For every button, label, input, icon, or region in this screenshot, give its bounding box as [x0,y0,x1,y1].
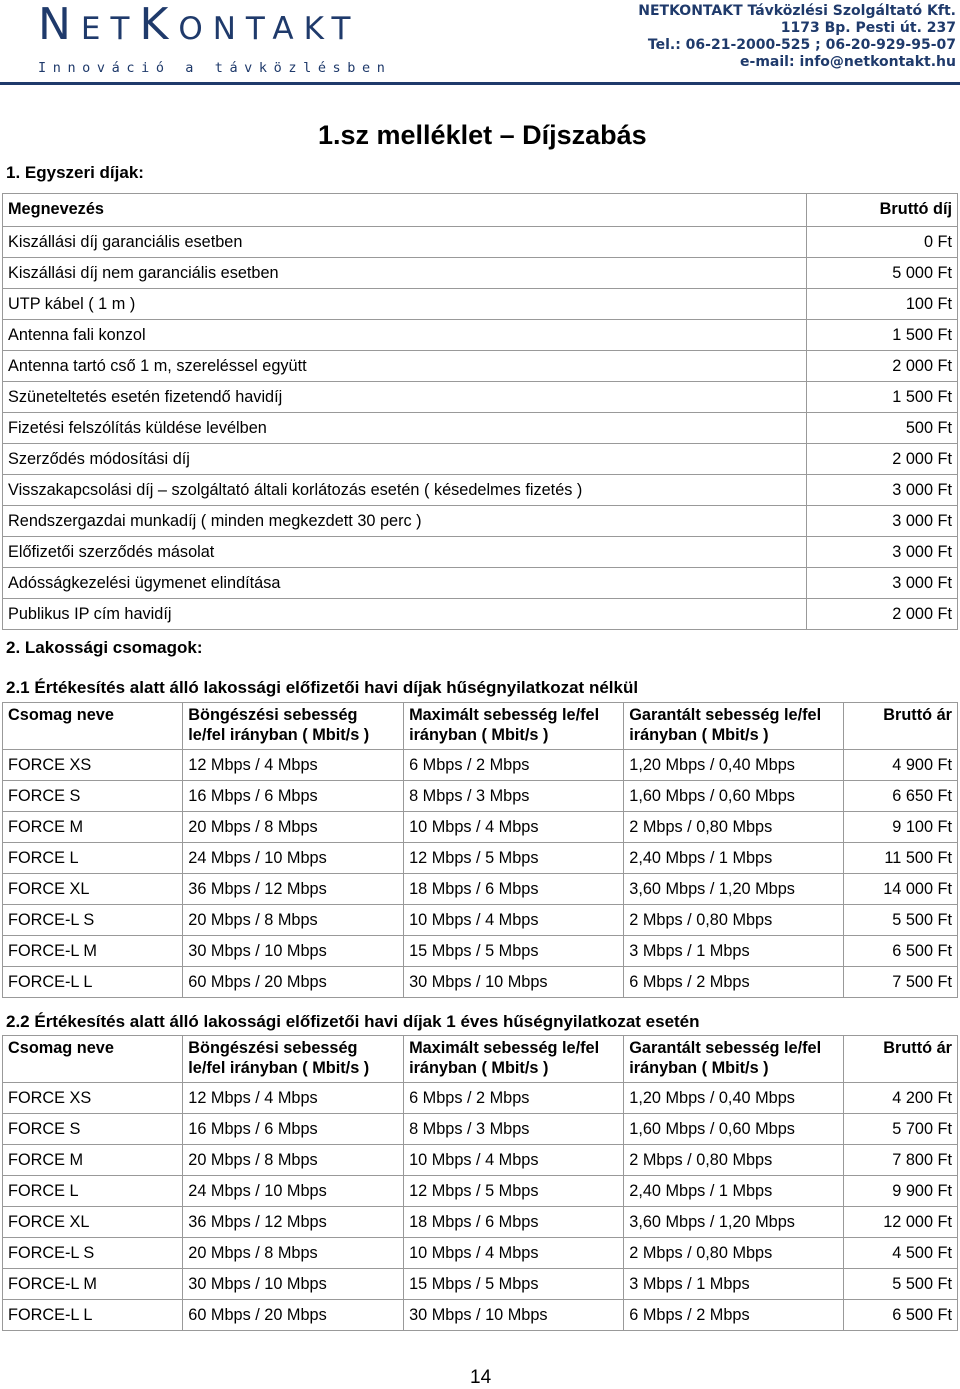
guaranteed-speed: 1,20 Mbps / 0,40 Mbps [624,1083,843,1114]
fee-name: Publikus IP cím havidíj [3,599,807,630]
packages-table-no-loyalty [2,702,958,998]
browse-speed: 16 Mbps / 6 Mbps [183,781,404,812]
col-header-price: Bruttó díj [807,194,958,227]
logo-tagline: Innováció a távközlésben [38,60,392,76]
package-price: 5 700 Ft [843,1114,957,1145]
max-speed: 30 Mbps / 10 Mbps [404,967,624,998]
fee-price: 3 000 Ft [807,568,958,599]
fee-price: 3 000 Ft [807,475,958,506]
fee-price: 100 Ft [807,289,958,320]
fee-name: UTP kábel ( 1 m ) [3,289,807,320]
browse-speed: 30 Mbps / 10 Mbps [183,936,404,967]
browse-speed: 20 Mbps / 8 Mbps [183,1238,404,1269]
fee-name: Kiszállási díj garanciális esetben [3,227,807,258]
col-header-browse-speed: Böngészési sebesség le/fel irányban ( Mbit/s ) [183,1036,404,1083]
package-name: FORCE-L M [3,936,183,967]
fee-name: Előfizetői szerződés másolat [3,537,807,568]
company-phone: Tel.: 06-21-2000-525 ; 06-20-929-95-07 [647,37,956,53]
table-row [3,1300,958,1331]
max-speed: 15 Mbps / 5 Mbps [404,936,624,967]
table-row [3,289,958,320]
browse-speed: 12 Mbps / 4 Mbps [183,750,404,781]
guaranteed-speed: 2,40 Mbps / 1 Mbps [624,843,843,874]
package-price: 4 500 Ft [843,1238,957,1269]
table-row [3,506,958,537]
table-row [3,351,958,382]
table-row [3,537,958,568]
max-speed: 10 Mbps / 4 Mbps [404,905,624,936]
guaranteed-speed: 2 Mbps / 0,80 Mbps [624,905,843,936]
table-header-row [3,703,958,750]
fee-name: Kiszállási díj nem garanciális esetben [3,258,807,289]
section1-heading: 1. Egyszeri díjak: [6,163,144,182]
package-name: FORCE XS [3,750,183,781]
max-speed: 6 Mbps / 2 Mbps [404,1083,624,1114]
section2-heading: 2. Lakossági csomagok: [6,638,203,657]
package-name: FORCE-L L [3,1300,183,1331]
fee-price: 5 000 Ft [807,258,958,289]
col-header-guaranteed-speed: Garantált sebesség le/fel irányban ( Mbit/s ) [624,1036,843,1083]
package-name: FORCE-L S [3,1238,183,1269]
package-name: FORCE S [3,1114,183,1145]
table-row [3,936,958,967]
table-row [3,843,958,874]
guaranteed-speed: 3 Mbps / 1 Mbps [624,1269,843,1300]
fee-name: Rendszergazdai munkadíj ( minden megkezdett 30 perc ) [3,506,807,537]
browse-speed: 60 Mbps / 20 Mbps [183,1300,404,1331]
guaranteed-speed: 1,60 Mbps / 0,60 Mbps [624,781,843,812]
col-header-browse-speed: Böngészési sebesség le/fel irányban ( Mbit/s ) [183,703,404,750]
max-speed: 18 Mbps / 6 Mbps [404,874,624,905]
guaranteed-speed: 3,60 Mbps / 1,20 Mbps [624,874,843,905]
max-speed: 10 Mbps / 4 Mbps [404,1145,624,1176]
browse-speed: 20 Mbps / 8 Mbps [183,905,404,936]
fee-price: 0 Ft [807,227,958,258]
company-contact [638,3,956,71]
fee-name: Adósságkezelési ügymenet elindítása [3,568,807,599]
fee-price: 500 Ft [807,413,958,444]
package-price: 7 500 Ft [843,967,957,998]
table-row [3,1176,958,1207]
table-row [3,967,958,998]
table-row [3,905,958,936]
fee-name: Fizetési felszólítás küldése levélben [3,413,807,444]
fee-name: Szerződés módosítási díj [3,444,807,475]
company-logo [38,0,392,76]
package-price: 9 100 Ft [843,812,957,843]
table-row [3,1269,958,1300]
table-row [3,1207,958,1238]
table-row [3,1114,958,1145]
package-price: 5 500 Ft [843,905,957,936]
guaranteed-speed: 1,60 Mbps / 0,60 Mbps [624,1114,843,1145]
guaranteed-speed: 1,20 Mbps / 0,40 Mbps [624,750,843,781]
max-speed: 8 Mbps / 3 Mbps [404,781,624,812]
max-speed: 6 Mbps / 2 Mbps [404,750,624,781]
guaranteed-speed: 6 Mbps / 2 Mbps [624,1300,843,1331]
guaranteed-speed: 6 Mbps / 2 Mbps [624,967,843,998]
fee-price: 1 500 Ft [807,382,958,413]
col-header-package: Csomag neve [3,1036,183,1083]
page-number: 14 [470,1367,492,1388]
package-name: FORCE M [3,1145,183,1176]
max-speed: 8 Mbps / 3 Mbps [404,1114,624,1145]
packages-table-1-year-loyalty [2,1035,958,1331]
package-price: 4 900 Ft [843,750,957,781]
table-row [3,444,958,475]
guaranteed-speed: 2,40 Mbps / 1 Mbps [624,1176,843,1207]
browse-speed: 12 Mbps / 4 Mbps [183,1083,404,1114]
package-name: FORCE-L S [3,905,183,936]
table-row [3,568,958,599]
col-header-price: Bruttó ár [843,1036,957,1083]
company-address: 1173 Bp. Pesti út. 237 [780,20,956,36]
col-header-name: Megnevezés [3,194,807,227]
fee-name: Szüneteltetés esetén fizetendő havidíj [3,382,807,413]
table-row [3,874,958,905]
header-divider [0,82,960,85]
guaranteed-speed: 2 Mbps / 0,80 Mbps [624,1238,843,1269]
table-row [3,781,958,812]
package-price: 9 900 Ft [843,1176,957,1207]
table-row [3,382,958,413]
fee-price: 2 000 Ft [807,444,958,475]
table-row [3,812,958,843]
package-price: 12 000 Ft [843,1207,957,1238]
browse-speed: 36 Mbps / 12 Mbps [183,874,404,905]
table-row [3,258,958,289]
section22-heading: 2.2 Értékesítés alatt álló lakossági előfizetői havi díjak 1 éves hűségnyilatkozat esetén [6,1012,700,1031]
table-row [3,1145,958,1176]
logo-wordmark: NETKONTAKT [38,0,361,50]
table-header-row [3,1036,958,1083]
max-speed: 18 Mbps / 6 Mbps [404,1207,624,1238]
guaranteed-speed: 3 Mbps / 1 Mbps [624,936,843,967]
table-row [3,475,958,506]
fee-price: 3 000 Ft [807,537,958,568]
browse-speed: 30 Mbps / 10 Mbps [183,1269,404,1300]
package-price: 6 650 Ft [843,781,957,812]
package-price: 11 500 Ft [843,843,957,874]
package-name: FORCE-L M [3,1269,183,1300]
package-price: 7 800 Ft [843,1145,957,1176]
table-row [3,1238,958,1269]
fee-price: 1 500 Ft [807,320,958,351]
package-price: 14 000 Ft [843,874,957,905]
fee-price: 2 000 Ft [807,351,958,382]
max-speed: 12 Mbps / 5 Mbps [404,1176,624,1207]
fee-price: 3 000 Ft [807,506,958,537]
package-name: FORCE L [3,1176,183,1207]
package-price: 6 500 Ft [843,936,957,967]
max-speed: 12 Mbps / 5 Mbps [404,843,624,874]
browse-speed: 16 Mbps / 6 Mbps [183,1114,404,1145]
browse-speed: 20 Mbps / 8 Mbps [183,1145,404,1176]
package-name: FORCE XL [3,874,183,905]
browse-speed: 36 Mbps / 12 Mbps [183,1207,404,1238]
package-name: FORCE M [3,812,183,843]
col-header-max-speed: Maximált sebesség le/fel irányban ( Mbit/s ) [404,703,624,750]
col-header-package: Csomag neve [3,703,183,750]
max-speed: 10 Mbps / 4 Mbps [404,812,624,843]
section21-heading: 2.1 Értékesítés alatt álló lakossági előfizetői havi díjak hűségnyilatkozat nélkül [6,678,639,697]
table-row [3,413,958,444]
package-price: 4 200 Ft [843,1083,957,1114]
package-price: 5 500 Ft [843,1269,957,1300]
table-row [3,320,958,351]
package-name: FORCE L [3,843,183,874]
browse-speed: 60 Mbps / 20 Mbps [183,967,404,998]
package-price: 6 500 Ft [843,1300,957,1331]
fee-price: 2 000 Ft [807,599,958,630]
table-row [3,227,958,258]
fee-name: Antenna fali konzol [3,320,807,351]
company-email: e-mail: info@netkontakt.hu [740,54,956,70]
one-time-fees-table [2,193,958,630]
package-name: FORCE-L L [3,967,183,998]
table-header-row [3,194,958,227]
document-title: 1.sz melléklet – Díjszabás [318,120,647,150]
col-header-guaranteed-speed: Garantált sebesség le/fel irányban ( Mbit/s ) [624,703,843,750]
table-row [3,750,958,781]
table-row [3,1083,958,1114]
fee-name: Visszakapcsolási díj – szolgáltató általi korlátozás esetén ( késedelmes fizetés ) [3,475,807,506]
guaranteed-speed: 2 Mbps / 0,80 Mbps [624,812,843,843]
max-speed: 15 Mbps / 5 Mbps [404,1269,624,1300]
col-header-price: Bruttó ár [843,703,957,750]
package-name: FORCE XS [3,1083,183,1114]
package-name: FORCE S [3,781,183,812]
company-name: NETKONTAKT Távközlési Szolgáltató Kft. [638,3,956,19]
fee-name: Antenna tartó cső 1 m, szereléssel együtt [3,351,807,382]
guaranteed-speed: 3,60 Mbps / 1,20 Mbps [624,1207,843,1238]
col-header-max-speed: Maximált sebesség le/fel irányban ( Mbit/s ) [404,1036,624,1083]
max-speed: 10 Mbps / 4 Mbps [404,1238,624,1269]
package-name: FORCE XL [3,1207,183,1238]
browse-speed: 20 Mbps / 8 Mbps [183,812,404,843]
max-speed: 30 Mbps / 10 Mbps [404,1300,624,1331]
table-row [3,599,958,630]
browse-speed: 24 Mbps / 10 Mbps [183,1176,404,1207]
browse-speed: 24 Mbps / 10 Mbps [183,843,404,874]
guaranteed-speed: 2 Mbps / 0,80 Mbps [624,1145,843,1176]
